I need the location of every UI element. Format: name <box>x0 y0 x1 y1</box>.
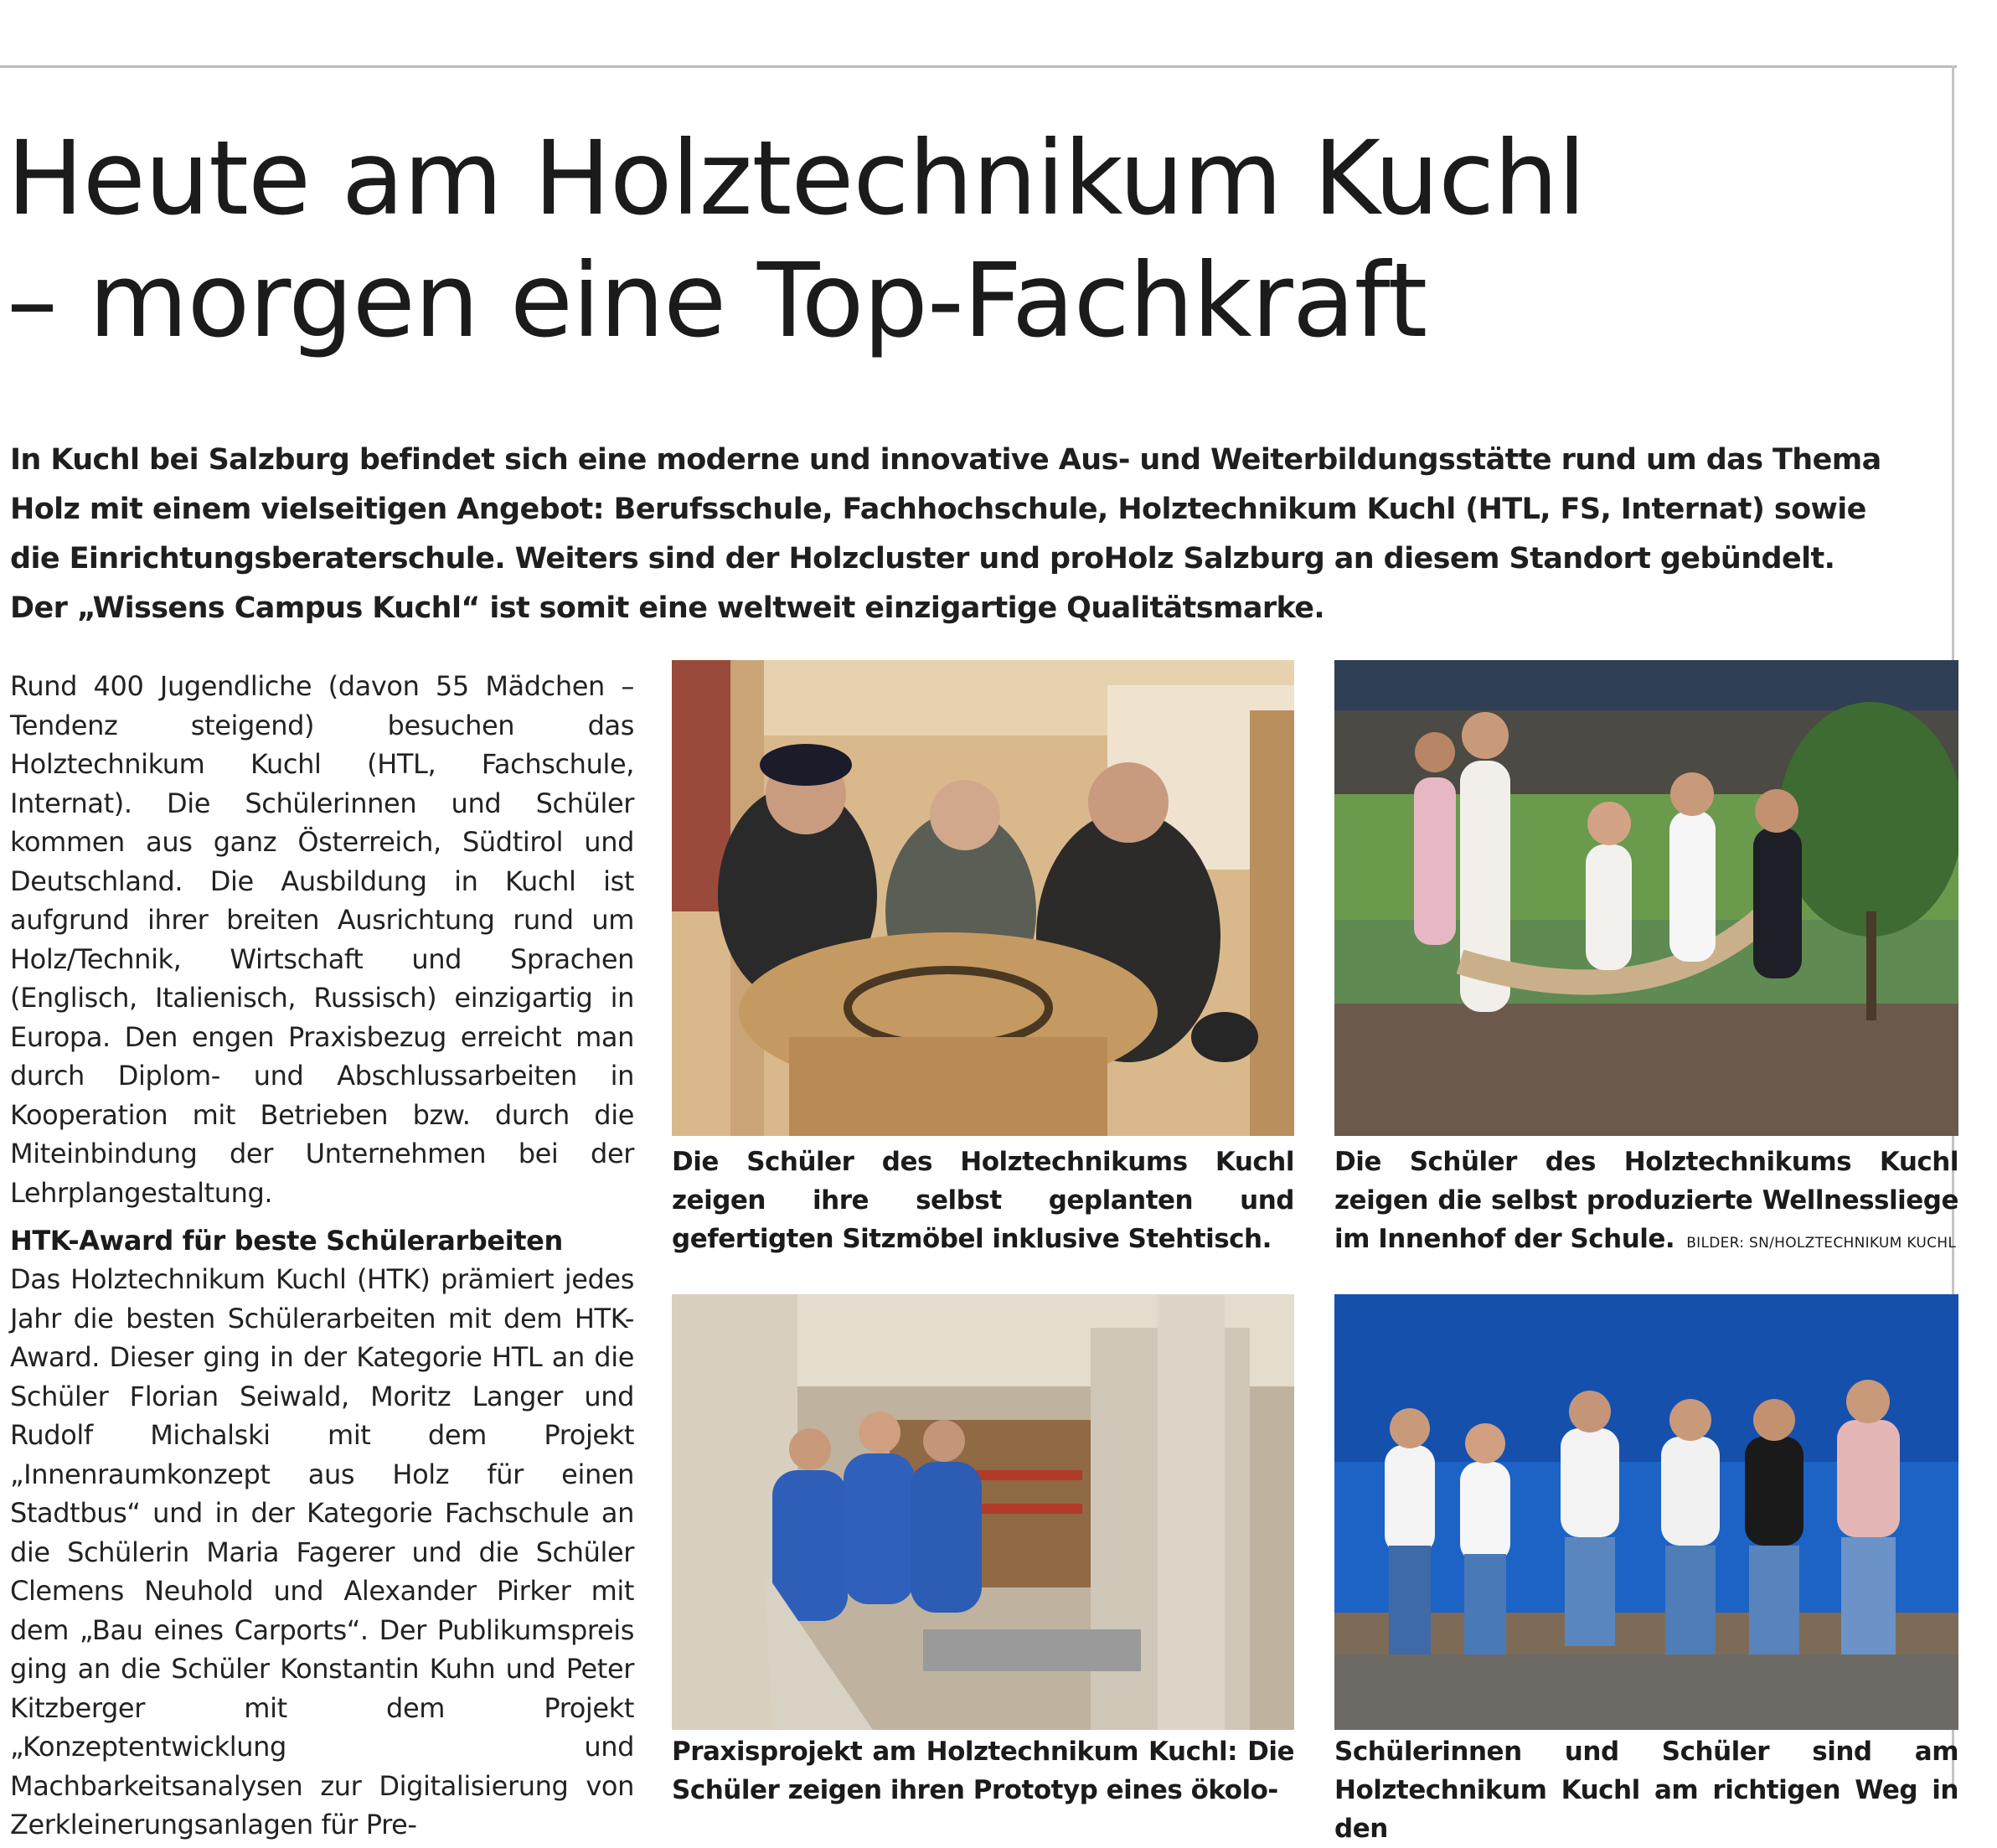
photo-students-table <box>672 660 1294 1136</box>
top-rule <box>0 65 1957 68</box>
subheading: HTK-Award für beste Schülerarbeiten <box>10 1225 563 1257</box>
photo-caption-3: Praxisprojekt am Holztechnikum Kuchl: Die Schüler zeigen ihren Prototyp eines ökolo- <box>672 1737 1294 1805</box>
body-paragraph-1: Rund 400 Jugendliche (davon 55 Mädchen – Tendenz steigend) besuchen das Holztechnikum Kuchl (HTL, Fachschule, Internat). Die Schülerinnen und Schüler kommen aus ganz Österreich, Südtirol und Deutschland. Die Ausbildung in Kuchl ist aufgrund ihrer breiten Ausrichtung rund um Holz/Technik, Wirtschaft und Sprachen (Englisch, Italienisch, Russisch) einzigartig in Europa. Den engen Praxisbezug erreicht man durch Diplom- und Abschlussarbeiten in Kooperation mit Betrieben bzw. durch die Miteinbindung der Unternehmen bei der Lehrplangestaltung. <box>10 670 634 1209</box>
photo-wellness-lounger <box>1334 660 1958 1136</box>
headline <box>7 117 1933 362</box>
headline-line-1: Heute am Holztechnikum Kuchl <box>7 119 1586 238</box>
photo-caption-1: Die Schüler des Holztechnikums Kuchl zeigen ihre selbst geplanten und gefertigten Sitzmöbel inklusive Stehtisch. <box>672 1147 1294 1254</box>
photo-caption-4: Schülerinnen und Schüler sind am Holztechnikum Kuchl am richtigen Weg in den <box>1334 1737 1958 1844</box>
photo-students-walking <box>1334 1294 1958 1730</box>
photo-credit: BILDER: SN/HOLZTECHNIKUM KUCHL <box>1686 1235 1957 1252</box>
photo-caption-2-text: Die Schüler des Holztechnikums Kuchl zeigen die selbst produzierte Wellnessliege im Innenhof der Schule. <box>1334 1147 1958 1254</box>
photo-workshop-prototype <box>672 1294 1294 1730</box>
photo-caption-2 <box>1334 1143 1958 1262</box>
body-paragraph-2: Das Holztechnikum Kuchl (HTK) prämiert jedes Jahr die besten Schülerarbeiten mit dem HTK-Award. Dieser ging in der Kategorie HTL an die Schüler Florian Seiwald, Moritz Langer und Rudolf Michalski mit dem Projekt „Innenraumkonzept aus Holz für einen Stadtbus“ und in der Kategorie Fachschule an die Schülerin Maria Fagerer und die Schüler Clemens Neuhold und Alexander Pirker mit dem „Bau eines Carports“. Der Publikumspreis ging an die Schüler Konstantin Kuhn und Peter Kitzberger mit dem Projekt „Konzeptentwicklung und Machbarkeitsanalysen zur Digitalisierung von Zerkleinerungsanlagen für Pre- <box>10 1263 634 1840</box>
lead-paragraph: In Kuchl bei Salzburg befindet sich eine moderne und innovative Aus- und Weiterbildungsstätte rund um das Thema Holz mit einem vielseitigen Angebot: Berufsschule, Fachhochschule, Holztechnikum Kuchl (HTL, FS, Internat) sowie die Einrichtungsberaterschule. Weiters sind der Holzcluster und proHolz Salzburg an diesem Standort gebündelt. Der „Wissens Campus Kuchl“ ist somit eine weltweit einzigartige Qualitätsmarke. <box>10 443 1881 625</box>
headline-line-2: – morgen eine Top-Fachkraft <box>7 241 1427 360</box>
